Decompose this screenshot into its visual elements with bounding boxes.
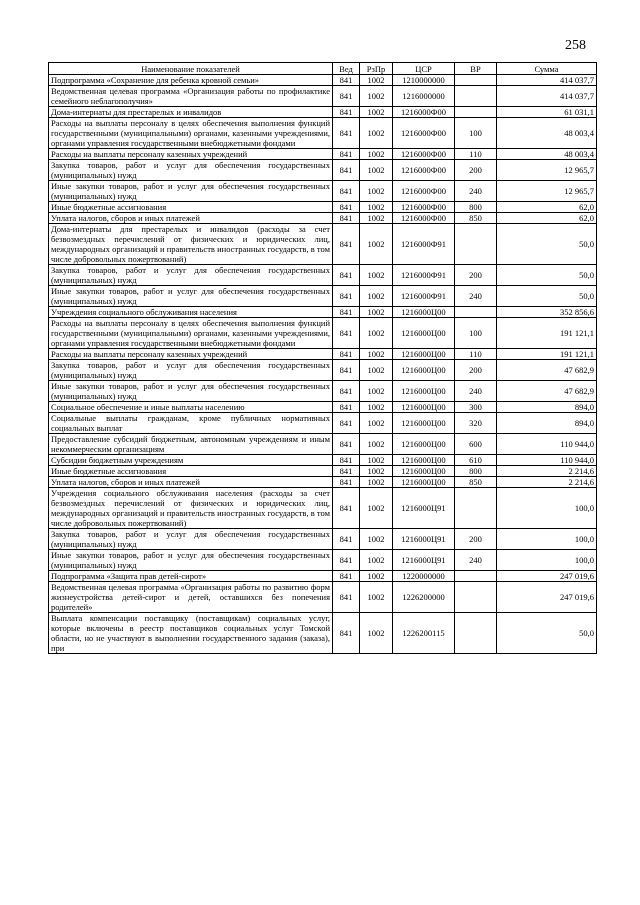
row-csr-cell: 1216000Ц00 — [393, 402, 455, 413]
row-csr-cell: 1216000Ф91 — [393, 265, 455, 286]
row-ved-cell: 841 — [333, 402, 360, 413]
row-csr-cell: 1216000Ц00 — [393, 466, 455, 477]
row-vr-cell: 200 — [455, 160, 497, 181]
row-rzpr-cell: 1002 — [360, 582, 393, 613]
table-row — [49, 86, 597, 107]
row-sum-cell: 48 003,4 — [497, 149, 597, 160]
row-sum-cell: 61 031,1 — [497, 107, 597, 118]
row-vr-cell — [455, 307, 497, 318]
table-row — [49, 202, 597, 213]
row-rzpr-cell: 1002 — [360, 455, 393, 466]
row-csr-cell: 1220000000 — [393, 571, 455, 582]
row-sum-cell: 414 037,7 — [497, 86, 597, 107]
row-csr-cell: 1216000Ц91 — [393, 488, 455, 529]
row-vr-cell: 100 — [455, 318, 497, 349]
row-sum-cell: 100,0 — [497, 529, 597, 550]
row-ved-cell: 841 — [333, 360, 360, 381]
row-name-cell: Иные бюджетные ассигнования — [49, 466, 333, 477]
row-csr-cell: 1216000Ц00 — [393, 381, 455, 402]
table-row — [49, 434, 597, 455]
row-csr-cell: 1216000Ф00 — [393, 149, 455, 160]
table-row — [49, 550, 597, 571]
row-vr-cell: 110 — [455, 349, 497, 360]
row-rzpr-cell: 1002 — [360, 466, 393, 477]
row-vr-cell: 610 — [455, 455, 497, 466]
row-ved-cell: 841 — [333, 466, 360, 477]
row-csr-cell: 1210000000 — [393, 75, 455, 86]
row-rzpr-cell: 1002 — [360, 571, 393, 582]
row-rzpr-cell: 1002 — [360, 160, 393, 181]
row-ved-cell: 841 — [333, 107, 360, 118]
row-ved-cell: 841 — [333, 488, 360, 529]
row-sum-cell: 62,0 — [497, 213, 597, 224]
row-rzpr-cell: 1002 — [360, 181, 393, 202]
row-name-cell: Социальные выплаты гражданам, кроме публичных нормативных социальных выплат — [49, 413, 333, 434]
column-header-csr: ЦСР — [393, 63, 455, 75]
row-vr-cell: 850 — [455, 213, 497, 224]
row-sum-cell: 191 121,1 — [497, 318, 597, 349]
page-number: 258 — [565, 38, 586, 53]
row-csr-cell: 1216000Ц91 — [393, 550, 455, 571]
row-csr-cell: 1216000Ц00 — [393, 349, 455, 360]
row-vr-cell — [455, 107, 497, 118]
row-ved-cell: 841 — [333, 550, 360, 571]
row-sum-cell: 2 214,6 — [497, 477, 597, 488]
row-rzpr-cell: 1002 — [360, 86, 393, 107]
row-sum-cell: 100,0 — [497, 488, 597, 529]
table-row — [49, 613, 597, 654]
row-vr-cell: 200 — [455, 529, 497, 550]
row-name-cell: Закупка товаров, работ и услуг для обеспечения государственных (муниципальных) нужд — [49, 529, 333, 550]
row-ved-cell: 841 — [333, 318, 360, 349]
row-ved-cell: 841 — [333, 455, 360, 466]
table-row — [49, 224, 597, 265]
row-sum-cell: 47 682,9 — [497, 360, 597, 381]
table-row — [49, 213, 597, 224]
row-vr-cell: 200 — [455, 360, 497, 381]
row-rzpr-cell: 1002 — [360, 149, 393, 160]
row-sum-cell: 894,0 — [497, 413, 597, 434]
row-vr-cell: 240 — [455, 286, 497, 307]
table-row — [49, 466, 597, 477]
row-name-cell: Дома-интернаты для престарелых и инвалидов (расходы за счет безвозмездных перечислений от физических и юридических лиц, международных организаций и правительств иностранных государств, в том числе добровольных пожертвований) — [49, 224, 333, 265]
row-rzpr-cell: 1002 — [360, 413, 393, 434]
row-ved-cell: 841 — [333, 582, 360, 613]
row-name-cell: Подпрограмма «Сохранение для ребенка кровной семьи» — [49, 75, 333, 86]
row-vr-cell — [455, 224, 497, 265]
row-ved-cell: 841 — [333, 213, 360, 224]
row-sum-cell: 110 944,0 — [497, 455, 597, 466]
row-csr-cell: 1216000Ф00 — [393, 213, 455, 224]
table-row — [49, 107, 597, 118]
table-row — [49, 477, 597, 488]
row-csr-cell: 1216000Ф00 — [393, 160, 455, 181]
table-row — [49, 349, 597, 360]
row-vr-cell: 240 — [455, 381, 497, 402]
row-vr-cell — [455, 86, 497, 107]
row-sum-cell: 191 121,1 — [497, 349, 597, 360]
row-vr-cell — [455, 571, 497, 582]
row-sum-cell: 247 019,6 — [497, 571, 597, 582]
row-name-cell: Закупка товаров, работ и услуг для обеспечения государственных (муниципальных) нужд — [49, 160, 333, 181]
row-name-cell: Расходы на выплаты персоналу казенных учреждений — [49, 349, 333, 360]
row-rzpr-cell: 1002 — [360, 265, 393, 286]
row-rzpr-cell: 1002 — [360, 318, 393, 349]
row-name-cell: Уплата налогов, сборов и иных платежей — [49, 213, 333, 224]
row-name-cell: Учреждения социального обслуживания населения (расходы за счет безвозмездных перечислений от физических и юридических лиц, международных организаций и правительств иностранных государств, в том числе добровольных пожертвований) — [49, 488, 333, 529]
row-ved-cell: 841 — [333, 160, 360, 181]
row-ved-cell: 841 — [333, 118, 360, 149]
row-csr-cell: 1216000Ц00 — [393, 413, 455, 434]
row-sum-cell: 12 965,7 — [497, 181, 597, 202]
row-rzpr-cell: 1002 — [360, 202, 393, 213]
row-csr-cell: 1216000Ц00 — [393, 307, 455, 318]
row-name-cell: Закупка товаров, работ и услуг для обеспечения государственных (муниципальных) нужд — [49, 360, 333, 381]
row-rzpr-cell: 1002 — [360, 107, 393, 118]
row-rzpr-cell: 1002 — [360, 75, 393, 86]
row-sum-cell: 50,0 — [497, 613, 597, 654]
row-csr-cell: 1216000Ц00 — [393, 477, 455, 488]
row-sum-cell: 352 856,6 — [497, 307, 597, 318]
row-name-cell: Учреждения социального обслуживания населения — [49, 307, 333, 318]
table-header-row — [49, 63, 597, 75]
row-vr-cell: 320 — [455, 413, 497, 434]
column-header-ved: Вед — [333, 63, 360, 75]
column-header-name: Наименование показателей — [49, 63, 333, 75]
row-ved-cell: 841 — [333, 307, 360, 318]
table-row — [49, 381, 597, 402]
row-name-cell: Иные закупки товаров, работ и услуг для обеспечения государственных (муниципальных) нужд — [49, 550, 333, 571]
row-csr-cell: 1216000Ц91 — [393, 529, 455, 550]
row-name-cell: Подпрограмма «Защита прав детей-сирот» — [49, 571, 333, 582]
row-rzpr-cell: 1002 — [360, 224, 393, 265]
row-csr-cell: 1216000Ф00 — [393, 181, 455, 202]
row-rzpr-cell: 1002 — [360, 529, 393, 550]
row-vr-cell: 110 — [455, 149, 497, 160]
table-row — [49, 75, 597, 86]
table-row — [49, 160, 597, 181]
row-name-cell: Ведомственная целевая программа «Организация работы по профилактике семейного неблагополучия» — [49, 86, 333, 107]
row-rzpr-cell: 1002 — [360, 307, 393, 318]
row-csr-cell: 1226200000 — [393, 582, 455, 613]
row-csr-cell: 1216000Ц00 — [393, 434, 455, 455]
row-name-cell: Расходы на выплаты персоналу в целях обеспечения выполнения функций государственными (муниципальными) органами, казенными учреждениями, органами управления государственными внебюджетными фондами — [49, 118, 333, 149]
row-name-cell: Субсидии бюджетным учреждениям — [49, 455, 333, 466]
table-row — [49, 455, 597, 466]
budget-table — [48, 62, 597, 654]
row-csr-cell: 1216000Ц00 — [393, 318, 455, 349]
row-rzpr-cell: 1002 — [360, 550, 393, 571]
row-csr-cell: 1216000Ф00 — [393, 202, 455, 213]
row-rzpr-cell: 1002 — [360, 402, 393, 413]
table-row — [49, 402, 597, 413]
row-name-cell: Ведомственная целевая программа «Организация работы по развитию форм жизнеустройства детей-сирот и детей, оставшихся без попечения родителей» — [49, 582, 333, 613]
row-ved-cell: 841 — [333, 349, 360, 360]
table-row — [49, 265, 597, 286]
row-ved-cell: 841 — [333, 149, 360, 160]
row-vr-cell: 300 — [455, 402, 497, 413]
row-sum-cell: 894,0 — [497, 402, 597, 413]
row-sum-cell: 48 003,4 — [497, 118, 597, 149]
row-rzpr-cell: 1002 — [360, 613, 393, 654]
table-row — [49, 488, 597, 529]
row-vr-cell: 800 — [455, 466, 497, 477]
row-ved-cell: 841 — [333, 381, 360, 402]
row-rzpr-cell: 1002 — [360, 286, 393, 307]
row-vr-cell: 200 — [455, 265, 497, 286]
row-csr-cell: 1216000Ц00 — [393, 360, 455, 381]
row-ved-cell: 841 — [333, 202, 360, 213]
row-ved-cell: 841 — [333, 477, 360, 488]
row-name-cell: Предоставление субсидий бюджетным, автономным учреждениям и иным некоммерческим организациям — [49, 434, 333, 455]
row-ved-cell: 841 — [333, 286, 360, 307]
row-csr-cell: 1216000Ф00 — [393, 107, 455, 118]
row-ved-cell: 841 — [333, 571, 360, 582]
table-row — [49, 181, 597, 202]
row-vr-cell: 600 — [455, 434, 497, 455]
row-rzpr-cell: 1002 — [360, 213, 393, 224]
table-body — [49, 75, 597, 654]
row-name-cell: Уплата налогов, сборов и иных платежей — [49, 477, 333, 488]
row-ved-cell: 841 — [333, 434, 360, 455]
row-vr-cell — [455, 75, 497, 86]
row-csr-cell: 1216000Ф00 — [393, 118, 455, 149]
row-sum-cell: 62,0 — [497, 202, 597, 213]
row-name-cell: Социальное обеспечение и иные выплаты населению — [49, 402, 333, 413]
row-csr-cell: 1216000000 — [393, 86, 455, 107]
row-name-cell: Закупка товаров, работ и услуг для обеспечения государственных (муниципальных) нужд — [49, 265, 333, 286]
table-row — [49, 307, 597, 318]
row-rzpr-cell: 1002 — [360, 477, 393, 488]
table-row — [49, 582, 597, 613]
table-row — [49, 529, 597, 550]
row-ved-cell: 841 — [333, 265, 360, 286]
table-row — [49, 360, 597, 381]
row-ved-cell: 841 — [333, 75, 360, 86]
row-sum-cell: 110 944,0 — [497, 434, 597, 455]
row-name-cell: Дома-интернаты для престарелых и инвалидов — [49, 107, 333, 118]
table-row — [49, 318, 597, 349]
row-name-cell: Иные закупки товаров, работ и услуг для обеспечения государственных (муниципальных) нужд — [49, 181, 333, 202]
row-name-cell: Иные закупки товаров, работ и услуг для обеспечения государственных (муниципальных) нужд — [49, 381, 333, 402]
table-row — [49, 286, 597, 307]
row-rzpr-cell: 1002 — [360, 360, 393, 381]
row-vr-cell — [455, 613, 497, 654]
row-rzpr-cell: 1002 — [360, 434, 393, 455]
row-ved-cell: 841 — [333, 613, 360, 654]
row-ved-cell: 841 — [333, 86, 360, 107]
row-vr-cell: 850 — [455, 477, 497, 488]
row-csr-cell: 1226200115 — [393, 613, 455, 654]
row-sum-cell: 100,0 — [497, 550, 597, 571]
row-sum-cell: 50,0 — [497, 286, 597, 307]
row-sum-cell: 247 019,6 — [497, 582, 597, 613]
table-row — [49, 413, 597, 434]
row-sum-cell: 50,0 — [497, 224, 597, 265]
column-header-vr: ВР — [455, 63, 497, 75]
row-csr-cell: 1216000Ц00 — [393, 455, 455, 466]
column-header-rzpr: РзПр — [360, 63, 393, 75]
column-header-sum: Сумма — [497, 63, 597, 75]
row-vr-cell: 100 — [455, 118, 497, 149]
row-name-cell: Расходы на выплаты персоналу в целях обеспечения выполнения функций государственными (муниципальными) органами, казенными учреждениями, органами управления государственными внебюджетными фондами — [49, 318, 333, 349]
row-rzpr-cell: 1002 — [360, 349, 393, 360]
row-name-cell: Иные бюджетные ассигнования — [49, 202, 333, 213]
row-rzpr-cell: 1002 — [360, 118, 393, 149]
row-ved-cell: 841 — [333, 413, 360, 434]
row-name-cell: Выплата компенсации поставщику (поставщикам) социальных услуг, которые включены в реестр поставщиков социальных услуг Томской области, но не участвуют в выполнении государственного задания (заказа), при — [49, 613, 333, 654]
row-ved-cell: 841 — [333, 181, 360, 202]
row-vr-cell: 800 — [455, 202, 497, 213]
table-row — [49, 571, 597, 582]
row-vr-cell: 240 — [455, 550, 497, 571]
row-rzpr-cell: 1002 — [360, 488, 393, 529]
row-vr-cell — [455, 488, 497, 529]
row-rzpr-cell: 1002 — [360, 381, 393, 402]
row-sum-cell: 2 214,6 — [497, 466, 597, 477]
row-sum-cell: 12 965,7 — [497, 160, 597, 181]
table-row — [49, 118, 597, 149]
table-row — [49, 149, 597, 160]
row-sum-cell: 414 037,7 — [497, 75, 597, 86]
row-ved-cell: 841 — [333, 529, 360, 550]
row-csr-cell: 1216000Ф91 — [393, 224, 455, 265]
row-name-cell: Расходы на выплаты персоналу казенных учреждений — [49, 149, 333, 160]
row-vr-cell — [455, 582, 497, 613]
row-name-cell: Иные закупки товаров, работ и услуг для обеспечения государственных (муниципальных) нужд — [49, 286, 333, 307]
row-vr-cell: 240 — [455, 181, 497, 202]
row-sum-cell: 47 682,9 — [497, 381, 597, 402]
row-ved-cell: 841 — [333, 224, 360, 265]
row-sum-cell: 50,0 — [497, 265, 597, 286]
row-csr-cell: 1216000Ф91 — [393, 286, 455, 307]
